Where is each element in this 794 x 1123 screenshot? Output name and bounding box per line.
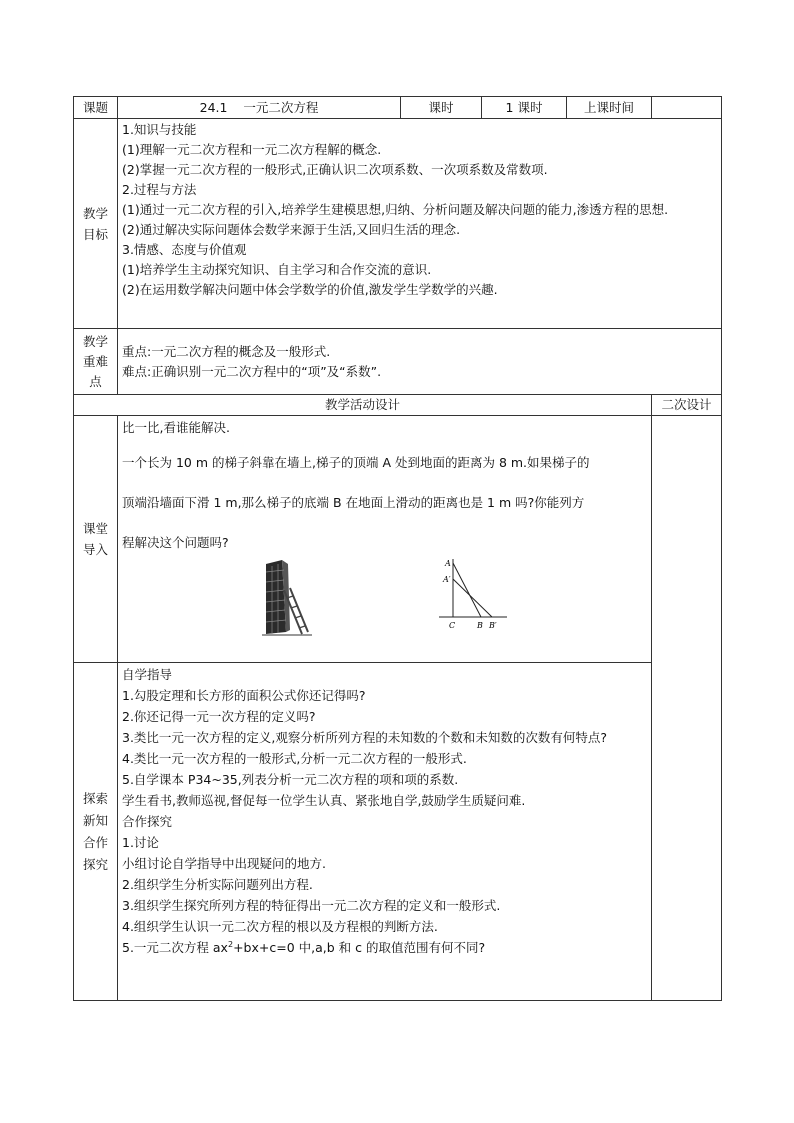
objective-line: (2)在运用数学解决问题中体会学数学的价值,激发学生学数学的兴趣. xyxy=(122,282,498,297)
objective-line: (1)理解一元二次方程和一元二次方程解的概念. xyxy=(122,142,382,157)
intro-content xyxy=(118,416,652,663)
point-b-label: B xyxy=(477,621,483,630)
period-value: 1 课时 xyxy=(482,97,567,119)
point-b-prime-label: B′ xyxy=(489,621,497,630)
equation-exponent: 2 xyxy=(227,939,234,949)
course-title: 24.1 一元二次方程 xyxy=(118,97,401,119)
intro-row xyxy=(74,416,722,663)
figures xyxy=(122,553,647,658)
intro-label: 课堂 导入 xyxy=(74,416,118,663)
intro-line: 程解决这个问题吗? xyxy=(122,535,229,550)
explore-content xyxy=(118,663,652,1001)
keypoints-content xyxy=(118,329,722,395)
keypoint-line: 难点:正确识别一元二次方程中的“项”及“系数”. xyxy=(122,363,382,379)
point-a-prime-label: A′ xyxy=(443,575,451,584)
objective-line: 2.过程与方法 xyxy=(122,182,197,197)
objective-line: (1)培养学生主动探究知识、自主学习和合作交流的意识. xyxy=(122,262,432,277)
course-label: 课题 xyxy=(74,97,118,119)
equation-post: +bx+c=0 中,a,b 和 c 的取值范围有何不同? xyxy=(233,940,486,955)
second-design-cell xyxy=(652,416,722,1001)
objective-line: (2)掌握一元二次方程的一般形式,正确认识二次项系数、一次项系数及常数项. xyxy=(122,162,548,177)
objective-line: (1)通过一元二次方程的引入,培养学生建模思想,归纳、分析问题及解决问题的能力,渗透方程的思想. xyxy=(122,202,669,217)
explore-line: 4.类比一元一次方程的一般形式,分析一元二次方程的一般形式. xyxy=(122,751,467,766)
ladder-wall-illustration xyxy=(262,558,322,638)
explore-line: 2.你还记得一元一次方程的定义吗? xyxy=(122,709,316,724)
design-header-row xyxy=(74,395,722,416)
explore-label: 探索 新知 合作 探究 xyxy=(74,663,118,1001)
equation-pre: 5.一元二次方程 ax xyxy=(122,940,228,955)
keypoints-row xyxy=(74,329,722,395)
explore-line-equation xyxy=(122,937,647,958)
time-label: 上课时间 xyxy=(567,97,652,119)
second-design-title: 二次设计 xyxy=(652,395,722,416)
objectives-label: 教学 目标 xyxy=(74,119,118,329)
objectives-content xyxy=(118,119,722,329)
intro-line: 一个长为 10 m 的梯子斜靠在墙上,梯子的顶端 A 处到地面的距离为 8 m.如果梯子的 xyxy=(122,455,590,470)
objective-line: (2)通过解决实际问题体会数学来源于生活,又回归生活的理念. xyxy=(122,222,461,237)
explore-line: 4.组织学生认识一元二次方程的根以及方程根的判断方法. xyxy=(122,919,438,934)
time-value xyxy=(652,97,722,119)
ladder-diagram xyxy=(435,553,515,633)
explore-line: 2.组织学生分析实际问题列出方程. xyxy=(122,877,313,892)
point-c-label: C xyxy=(449,621,456,630)
explore-line: 3.类比一元一次方程的定义,观察分析所列方程的未知数的个数和未知数的次数有何特点? xyxy=(122,730,608,745)
keypoint-line: 重点:一元二次方程的概念及一般形式. xyxy=(122,343,331,359)
point-a-label: A xyxy=(445,559,451,568)
header-row xyxy=(74,97,722,119)
objective-line: 1.知识与技能 xyxy=(122,122,197,137)
objectives-row xyxy=(74,119,722,329)
lesson-plan-table xyxy=(73,96,722,1001)
explore-line: 3.组织学生探究所列方程的特征得出一元二次方程的定义和一般形式. xyxy=(122,898,501,913)
design-title: 教学活动设计 xyxy=(74,395,652,416)
keypoints-label: 教学 重难 点 xyxy=(74,329,118,395)
explore-line: 5.自学课本 P34~35,列表分析一元二次方程的项和项的系数. xyxy=(122,772,459,787)
objective-line: 3.情感、态度与价值观 xyxy=(122,242,247,257)
explore-line: 自学指导 xyxy=(122,667,173,682)
explore-line: 学生看书,教师巡视,督促每一位学生认真、紧张地自学,鼓励学生质疑问难. xyxy=(122,793,526,808)
period-label: 课时 xyxy=(401,97,482,119)
explore-row xyxy=(74,663,722,1001)
explore-line: 1.勾股定理和长方形的面积公式你还记得吗? xyxy=(122,688,366,703)
explore-line: 合作探究 xyxy=(122,814,173,829)
intro-line: 比一比,看谁能解决. xyxy=(122,420,230,435)
intro-line: 顶端沿墙面下滑 1 m,那么梯子的底端 B 在地面上滑动的距离也是 1 m 吗?你能列方 xyxy=(122,495,585,510)
explore-line: 小组讨论自学指导中出现疑问的地方. xyxy=(122,856,326,871)
explore-line: 1.讨论 xyxy=(122,835,159,850)
